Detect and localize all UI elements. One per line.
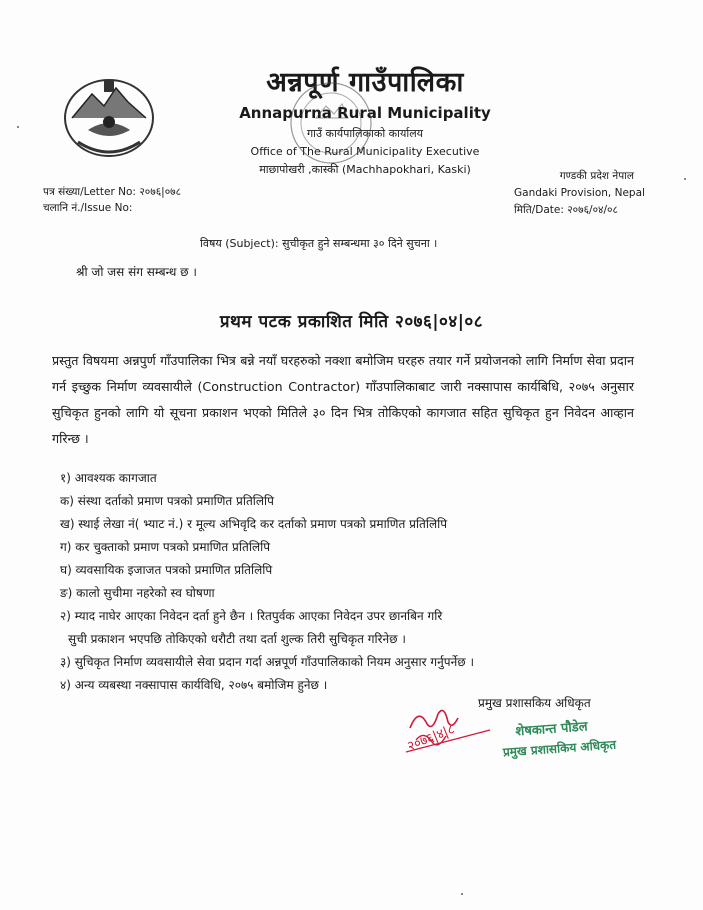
signatory-stamp-title: प्रमुख प्रशासकिय अधिकृत [502, 737, 617, 760]
letter-number: पत्र संख्या/Letter No: २०७६|०७८ [43, 186, 182, 198]
list-item: सुची प्रकाशन भएपछि तोकिएको धरौटी तथा दर्ता शुल्क तिरी सुचिकृत गरिनेछ । [68, 632, 406, 646]
list-item: ३) सुचिकृत निर्माण व्यवसायीले सेवा प्रदान गर्दा अन्नपूर्ण गाँउपालिकाको नियम अनुसार गर्नुपर्नेछ । [60, 655, 475, 669]
list-item: ४) अन्य व्यबस्था नक्सापास कार्यविधि, २०७५ बमोजिम हुनेछ । [60, 678, 328, 692]
list-item: २) म्याद नाघेर आएका निवेदन दर्ता हुने छैन । रितपुर्वक आएका निवेदन उपर छानबिन गरि [60, 609, 443, 623]
salutation: श्री जो जस संग सम्बन्ध छ । [76, 265, 197, 279]
signatory-name: शेषकान्त पौडेल [515, 719, 589, 740]
list-item: ङ) कालो सुचीमा नहरेको स्व घोषणा [60, 586, 215, 600]
list-item: ग) कर चुक्ताको प्रमाण पत्रको प्रमाणित प्रतिलिपि [60, 540, 271, 554]
notice-paragraph: प्रस्तुत विषयमा अन्नपुर्ण गाँउपालिका भित्र बन्ने नयाँ घरहरुको नक्शा बमोजिम घरहरु तयार गर्ने प्रयोजनको लागि निर्माण सेवा प्रदान गर्न इच्छुक निर्माण व्यवसायीले (Construction Contractor) गाँउपालिकाबाट जारी नक्सापास कार्यबिधि, २०७५ अनुसार सुचिकृत हुनको लागि यो सूचना प्रकाशन भएको मितिले ३० दिन भित्र तोकिएको कागजात सहित सुचिकृत हुन निवेदन आव्हान गरिन्छ । [52, 353, 634, 446]
scan-speck [17, 126, 19, 128]
issue-number: चलानि नं./Issue No: [43, 202, 133, 214]
requirements-list [60, 467, 650, 697]
handwritten-date: २०७६|४|८ [405, 722, 457, 755]
office-stamp [286, 78, 376, 168]
subject-line: विषय (Subject): सुचीकृत हुने सम्बन्धमा ३० दिने सुचना । [200, 237, 438, 250]
notice-heading: प्रथम पटक प्रकाशित मिति २०७६|०४|०८ [219, 312, 484, 332]
nepal-emblem-logo [58, 72, 160, 160]
province-en: Gandaki Provision, Nepal [514, 187, 645, 199]
letter-meta-right [514, 168, 645, 219]
office-name-ne: गाउँ कार्यपालिकाको कार्यालय [306, 127, 424, 140]
province-ne: गण्डकी प्रदेश नेपाल [559, 170, 634, 182]
office-name-en: Office of The Rural Municipality Executive [250, 145, 480, 158]
letter-meta-left [43, 184, 181, 216]
list-item: १) आवश्यक कागजात [60, 471, 157, 485]
signatory-stamp [502, 715, 617, 760]
signatory-title: प्रमुख प्रशासकिय अधिकृत [478, 696, 591, 710]
list-item: क) संस्था दर्ताको प्रमाण पत्रको प्रमाणित प्रतिलिपि [60, 494, 274, 508]
municipality-title-ne: अन्नपूर्ण गाउँपालिका [266, 67, 464, 98]
scan-speck [684, 178, 686, 180]
office-address: माछापोखरी ,कास्की (Machhapokhari, Kaski) [259, 163, 471, 176]
municipality-title-en: Annapurna Rural Municipality [239, 104, 491, 122]
letter-date: मिति/Date: २०७६/०४/०८ [514, 204, 618, 216]
list-item: ख) स्थाई लेखा नं( भ्याट नं.) र मूल्य अभिवृदि कर दर्ताको प्रमाण पत्रको प्रमाणित प्रतिलिपि [60, 517, 448, 531]
scan-speck [461, 893, 463, 895]
list-item: घ) व्यवसायिक इजाजत पत्रको प्रमाणित प्रतिलिपि [60, 563, 273, 577]
